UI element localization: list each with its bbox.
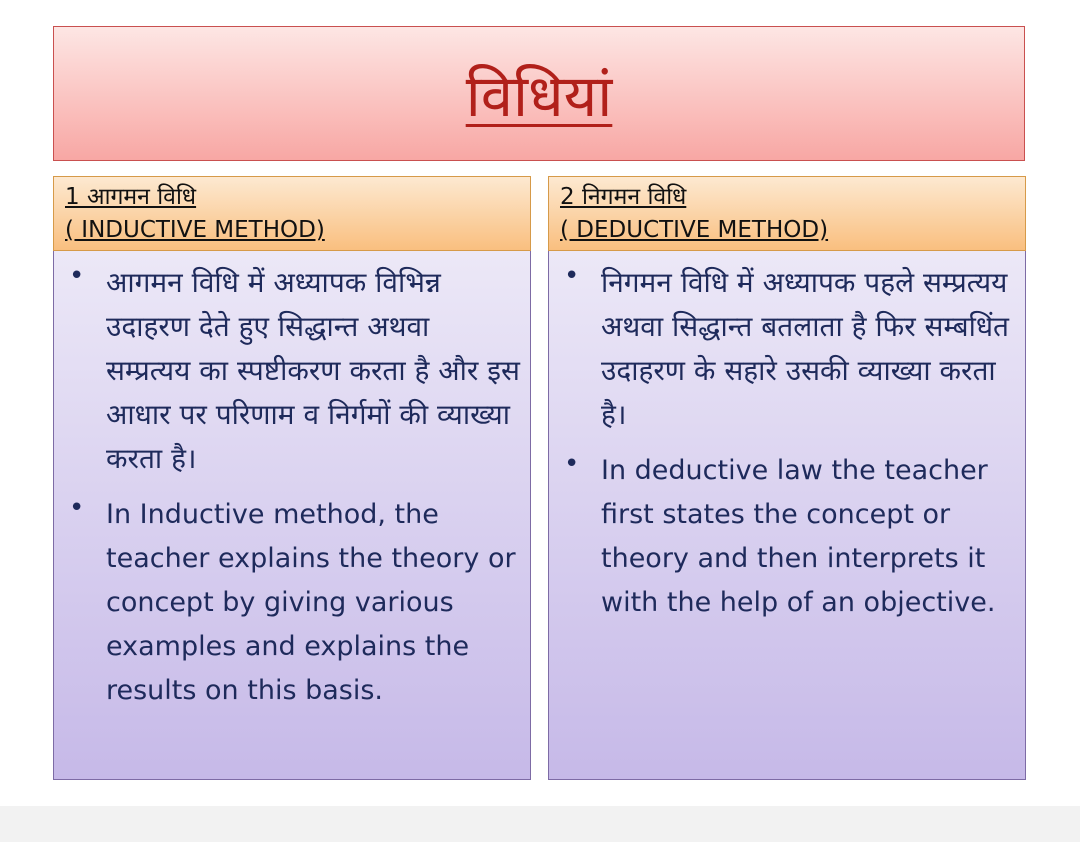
inductive-hindi-text: आगमन विधि में अध्यापक विभिन्न उदाहरण देते हुए सिद्धान्त अथवा सम्प्रत्यय का स्पष्टीकरण करता है और इस आधार पर परिणाम व निर्गमों की व्याख्या करता है। [106, 266, 520, 475]
deductive-header-hindi: 2 निगमन विधि [560, 184, 687, 210]
slide-title: विधियां [465, 62, 613, 130]
deductive-header [548, 176, 1026, 251]
inductive-english-text: In Inductive method, the teacher explains the theory or concept by giving various examples and explains the results on this basis. [106, 499, 516, 706]
deductive-english-text: In deductive law the teacher first states the concept or theory and then interprets it with the help of an objective. [601, 455, 996, 618]
list-item [559, 449, 1015, 625]
footer-strip [0, 806, 1080, 842]
inductive-body [53, 251, 531, 780]
title-box [53, 26, 1025, 161]
deductive-body [548, 251, 1026, 780]
bullet-icon: • [564, 261, 580, 291]
inductive-header-hindi: 1 आगमन विधि [65, 184, 197, 210]
inductive-header-english: ( INDUCTIVE METHOD) [65, 217, 325, 243]
bullet-icon: • [564, 449, 580, 479]
inductive-header [53, 176, 531, 251]
deductive-hindi-text: निगमन विधि में अध्यापक पहले सम्प्रत्यय अथवा सिद्धान्त बतलाता है फिर सम्बधिंत उदाहरण के सहारे उसकी व्याख्या करता है। [601, 266, 1009, 431]
bullet-icon: • [69, 493, 85, 523]
deductive-header-english: ( DEDUCTIVE METHOD) [560, 217, 829, 243]
list-item [64, 493, 520, 713]
bullet-icon: • [69, 261, 85, 291]
list-item [64, 261, 520, 481]
list-item [559, 261, 1015, 437]
